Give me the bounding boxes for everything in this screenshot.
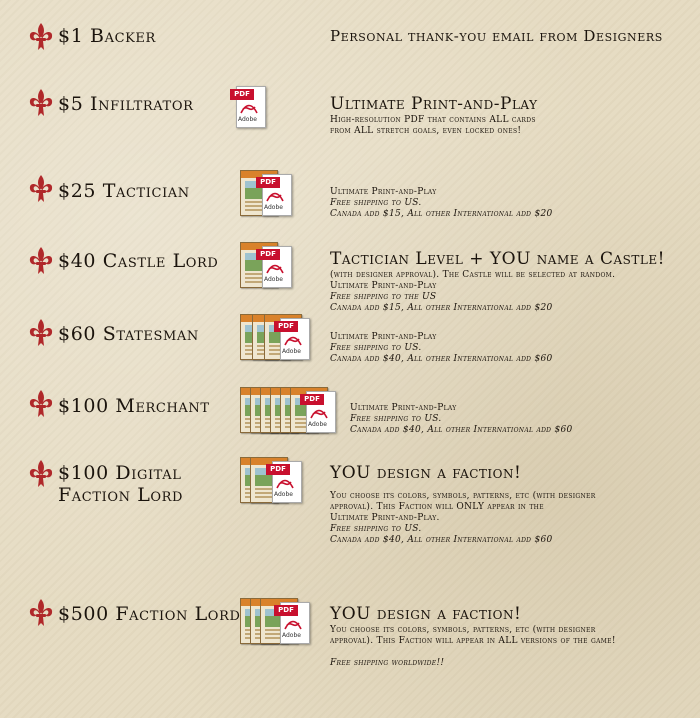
shipping-line: Canada add $40, All other International add $60 [330, 354, 553, 364]
desc-line: High-resolution PDF that contains ALL cards [330, 115, 536, 125]
fleur-de-lis-icon [28, 22, 54, 52]
fleur-de-lis-icon [28, 459, 54, 489]
reward-icons [240, 455, 310, 503]
fleur-de-lis-icon [28, 389, 54, 419]
shipping-line: Canada add $15, All other International add $20 [330, 303, 553, 313]
tier-name-line: $100 Digital [58, 462, 182, 484]
reward-icons [240, 312, 320, 360]
tier-description [330, 332, 553, 365]
pdf-document-icon: PDF Adobe [274, 602, 308, 642]
tier-name: $500 Faction Lord [58, 603, 241, 625]
tier-name: $1 Backer [58, 25, 156, 47]
shipping-line: Canada add $40, All other International add $60 [350, 425, 573, 435]
desc-line: Ultimate Print-and-Play. [330, 513, 440, 523]
desc-line: Ultimate Print-and-Play [330, 332, 437, 342]
tier-name-line: Faction Lord [58, 484, 184, 506]
desc-line: You choose its colors, symbols, patterns, etc (with designer [330, 625, 596, 635]
tier-headline: Ultimate Print-and-Play [330, 94, 538, 114]
pdf-document-icon: PDF Adobe [256, 246, 290, 286]
tier-name: $40 Castle Lord [58, 250, 219, 272]
pdf-document-icon: PDF Adobe [266, 461, 300, 501]
shipping-line: Free shipping worldwide!! [330, 658, 445, 668]
reward-icons [230, 86, 270, 134]
fleur-de-lis-icon [28, 88, 54, 118]
desc-line: You choose its colors, symbols, patterns, etc (with designer [330, 491, 596, 501]
shipping-line: Canada add $40, All other International add $60 [330, 535, 553, 545]
tier-name: $60 Statesman [58, 323, 199, 345]
tier-headline: Tactician Level + YOU name a Castle! [330, 249, 665, 269]
reward-icons [240, 596, 320, 644]
tier-headline: Personal thank-you email from Designers [330, 27, 663, 45]
desc-line: approval). This Faction will ONLY appear in the [330, 502, 544, 512]
shipping-line: Free shipping to US. [330, 198, 422, 208]
shipping-line: Free shipping to US. [350, 414, 442, 424]
shipping-line: Free shipping to the US [330, 292, 437, 302]
tier-description [330, 187, 553, 220]
reward-icons [240, 240, 300, 288]
tier-description [330, 94, 538, 137]
desc-line: from ALL stretch goals, even locked ones! [330, 126, 522, 136]
reward-icons [240, 385, 345, 433]
pdf-document-icon: PDF Adobe [274, 318, 308, 358]
pdf-document-icon: PDF Adobe [230, 86, 264, 126]
tier-name: $5 Infiltrator [58, 93, 194, 115]
tier-description [350, 403, 573, 436]
desc-line: Ultimate Print-and-Play [330, 281, 437, 291]
pdf-document-icon: PDF Adobe [300, 391, 334, 431]
shipping-line: Canada add $15, All other International add $20 [330, 209, 553, 219]
pdf-document-icon: PDF Adobe [256, 174, 290, 214]
tier-description [330, 27, 663, 45]
shipping-line: Free shipping to US. [330, 524, 422, 534]
fleur-de-lis-icon [28, 318, 54, 348]
fleur-de-lis-icon [28, 598, 54, 628]
tier-headline: YOU design a faction! [330, 463, 522, 483]
tier-description [330, 249, 665, 314]
desc-line: (with designer approval). The Castle will be selected at random. [330, 270, 616, 280]
shipping-line: Free shipping to US. [330, 343, 422, 353]
reward-icons [240, 168, 300, 216]
tier-name [58, 462, 183, 506]
tier-name: $25 Tactician [58, 180, 190, 202]
desc-line: Ultimate Print-and-Play [330, 187, 437, 197]
fleur-de-lis-icon [28, 246, 54, 276]
tier-name: $100 Merchant [58, 395, 210, 417]
desc-line: approval). This Faction will appear in ALL versions of the game! [330, 636, 616, 646]
desc-line: Ultimate Print-and-Play [350, 403, 457, 413]
tier-description [330, 604, 616, 669]
tier-headline: YOU design a faction! [330, 604, 522, 624]
tier-description [330, 463, 596, 546]
fleur-de-lis-icon [28, 174, 54, 204]
